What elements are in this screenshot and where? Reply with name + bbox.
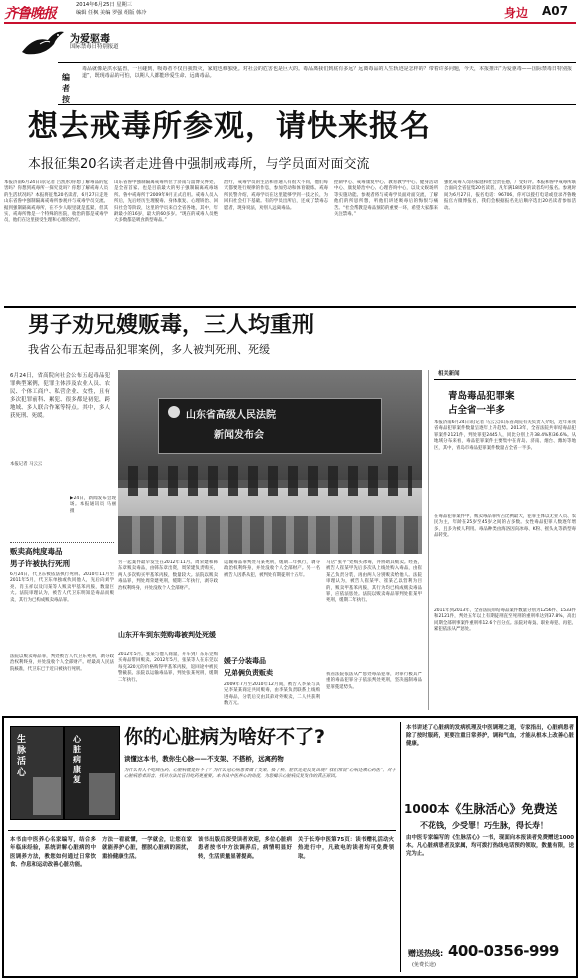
photo-sign-line2: 新闻发布会 [214,430,264,441]
photo-sign-line1: 山东省高级人民法院 [186,410,276,421]
sidebar-divider [428,370,429,710]
hotline-label: 赠送热线: [408,949,444,958]
header-rule [4,22,576,24]
banner-subtitle: 国际禁毒日特别报道 [70,44,119,50]
case1-text: 6月24日，代卫东被依法执行死刑。2010年11月至2011年5月，代卫东单独或伙同他人，先后向刘学亮、肖玉祥以及闫某等人贩卖甲基苯丙胺，数量巨大。法院审理认为，被告人代卫东明知是毒品而贩卖，其行为已构成贩卖毒品罪。 [10,572,114,603]
note-bottom-rule [58,104,576,105]
case2-title: 山东开车到东莞购毒被判处死缓 [118,631,216,639]
main-col-4: 控制中心、戒毒康复中心、教育教学中心、健身活动中心、康复矫治中心、心理咨询中心，以及文娱场所等实施功能。参观者将与戒毒学员面对面交流，了解他们的所思所想，听他们讲述吸毒后的悔恨与痛苦。“社会帮教是毒品预防的重要一环，希望大家都来关注禁毒。” [334,180,438,218]
case1-rule [10,542,114,543]
ad-slogan: 不花钱，少受罪！巧生脉，得长寿！ [420,821,548,830]
ad-headline: 你的心脏病为啥好不了? [124,726,326,748]
book-cover-1-title: 生脉活心 [17,735,27,778]
main-col-1: 本报济南6月24日讯(记者 吕凯彤)你想了解毒品的危害吗？你想到戒毒所一探究竟吗？你想了解戒毒人员的生活状况吗？本报将征集20名读者，6月27日走进山东省鲁中强制隔离戒毒所参观并与戒毒学员交流。据到强制隔离戒毒所，在不少人眼里就是监狱，但其实，戒毒所像是一个特殊的医院，收治的都是戒毒学员，他们在这里接受生理和心理的治疗。 [4,180,108,224]
story2-subhead: 我省公布五起毒品犯罪案例，多人被判死刑、死缓 [28,343,270,356]
ad-divider [400,722,401,972]
story2-byline: 本报记者 马云云 [10,462,43,467]
sidebar-label-box [434,370,576,380]
free-gift-text: 由中医专家编写的《生脉活心》一书，现面向本报读者免费赠送1000本。凡心脏病患者及家属，均可拨打热线电话预约领取，数量有限，送完为止。 [406,835,574,858]
story2-col3-text: 运输毒品罪判处马某死刑，缓期二年执行，剥夺政治权利终身，并处没收个人全部财产。另一名被告人因系从犯，被判处有期徒刑十五年。 [224,560,320,578]
case3-subtitle: 兄弟俩负责贩卖 [224,669,273,677]
book-cover-1-art [33,777,61,815]
book-cover-2-art [89,773,115,815]
main-headline: 想去戒毒所参观，请快来报名 [28,109,431,144]
ad-inner-rule [8,830,396,831]
editor-credits: 编辑 任枫 美编 罗强 组版 韩冷 [76,10,147,16]
main-col-5: 强化戒毒人员的家庭和社会责任感，广受好评。本报和鲁中戒毒所联合面向全省征集20名读者，凡年满18周岁的读者均可报名。参观时间为6月27日，报名电话：96706，你可以拨打电话或登录齐鲁晚报官方微博报名，我们会根据报名先后顺序选出20名读者参加活动。 [444,180,576,211]
banner-title: 为爱驱毒 [70,34,110,45]
case1-title: 贩卖高纯度毒品 [10,547,63,556]
sidebar-text: 本报济南6月24日讯(记者 马云云)山东省高院有关负责人介绍，近年来我省毒品犯罪案件数量呈逐年上升趋势。2013年，全省法院共审结毒品犯罪案件2121件，判处罪犯2445人，同比分别上升38.4%和36.6%。从地域分布来看，毒品犯罪案件主要集中在青岛、济南、烟台、潍坊等地区，其中，青岛市毒品犯罪案件数量占全省一半多。 [434,420,576,451]
main-subhead: 本报征集20名读者走进鲁中强制戒毒所，与学员面对面交流 [28,157,370,172]
story2-col4-text: 马店“张平”处购买冰毒，并协助其贩卖。经查，被告人崔某甲先后多次从上线处购入毒品，由崔某乙负责分装，再由两人分别贩卖给他人。法院审理认为，被告人崔某甲、崔某乙以营利为目的，贩卖甲基苯丙胺，其行为均已构成贩卖毒品罪，应依法惩处。法院以贩卖毒品罪判处崔某甲死刑，缓期二年执行。 [326,560,422,604]
section-divider [4,306,576,308]
photo-caption: ▶24日，新闻发布会现场。本报通讯员 马丽 摄 [70,496,116,514]
page-number: A07 [542,4,568,18]
photo-people [128,466,412,496]
book-cover-2-title: 心脏病康复 [73,735,81,784]
hotline-number: 400-0356-999 [448,942,559,960]
main-col-2: 山东省鲁中强制隔离戒毒所位于济南与淄博交界处，是全省首家、也是目前最大的男子强制隔离戒毒场所。鲁中戒毒所于2009年9月正式启用。戒毒人员入所后，先后经历生理脱毒、身体康复、心理矫治、回归社会等阶段，这里的学员来自全省各地，其中，年龄最小的16岁，最大的60多岁。“现在的戒毒人员绝大多数都是吸食新型毒品。” [114,180,218,224]
note-top-rule [58,62,576,63]
photo-emblem-icon [168,406,180,418]
story2-mid-text: 另一起案件最早发生在2012年11月。周荣建和韩东章贩卖毒品，由韩东章出资，周荣建负责购买，两人多次购买甲基苯丙胺，数量较大。法院以贩卖毒品罪，判处周荣建死刑，缓期二年执行，剥夺政治权利终身，并处没收个人全部财产。 [118,560,218,591]
section-name: 身边 [504,6,529,20]
book-cover-1 [10,726,64,820]
main-col-3: 治疗，戒毒学员的生活和普通人有很大不同，他们每天都要进行规律的作息，参加劳动和体育锻炼。戒毒所民警介绍，戒毒学员在这里能够学到一技之长，为回归社会打下基础。有的学员出所后，还成了禁毒志愿者，现身说法，劝别人远离毒品。 [224,180,328,211]
ad-intro-text: 为什么有人不吃降压药，心脏病就是好不了？为什么冠心病患者做了支架，搭了桥，症状还是反复出现？我们常说“心病还须心药医”，对于心脏病患者而言，找对方法比盲目吃药更重要。本书从中医养心的角度，为您揭示心脏病反复发作的真正原因。 [124,768,396,780]
photo-audience [118,516,422,554]
editor-note-label: 编者按 [62,73,70,104]
story2-intro: 6月24日，省高院向社会公布五起毒品犯罪典型案例，犯罪主体涉及农业人员、农民、个体工商户、私营企业、女性，且有多次犯罪前科、累犯、很多都是初犯，跨地域、多人联合作案等特点。其中，多人获死刑、死缓。 [10,373,110,419]
ad-col-2: 方法一看就懂，一学就会，让您在家就能养护心脏，摆脱心脏病的困扰，重拾健康生活。 [102,837,192,860]
sidebar-label: 相关新闻 [438,371,460,377]
ad-right-blurb: 本书讲述了心脏病的发病机理及中医调理之道，专家指出，心脏病患者除了按时服药，更要注重日常养护，调和气血，才能从根本上改善心脏健康。 [406,725,574,748]
sidebar-headline-1: 青岛毒品犯罪案 [448,391,515,402]
press-conference-photo [118,370,422,554]
date-line: 2014年6月25日 星期三 [76,2,132,8]
editor-note-text: 毒品就像是洪水猛兽，一旦碰到，吸毒者不仅自我毁灭，家庭也难独免。对社会的危害也是巨大的。毒品离我们到底有多远？远离毒品的人生轨迹是怎样的？带着许多问题，今天，本报推出“为爱驱毒——国际禁毒日特别报道”，既现毒品的可怕，以期人人都能珍爱生命、远离毒品。 [82,66,572,80]
sidebar-text-2: 在毒品犯罪案件中，贩卖毒品罪所占比例最大，犯罪主体以无业人员、农民为主，年龄在25岁至45岁之间的占多数。女性毒品犯罪人数逐年增多，且多为被人利用。毒品种类由海洛因向冰毒、K粉、摇头丸等新型毒品转变。 [434,514,576,539]
dove-logo-icon [20,28,66,58]
ad-col-3: 该书出版后深受读者欢迎，多位心脏病患者按书中方法调养后，病情明显好转，生活质量显著提高。 [198,837,292,860]
ad-col-1: 本书由中医养心名家编写，结合多年临床经验，系统讲解心脏病的中医调养方法，教您如何通过日常饮食、作息和运动改善心脏功能。 [10,837,96,869]
masthead [0,0,580,24]
sidebar-headline-2: 占全省一半多 [448,405,506,416]
story2-col4-text-2: 我省法院依法从严惩处毒品犯罪，对罪行极其严重的毒品犯罪分子依法判处死刑，坚决遏制毒品犯罪蔓延势头。 [326,672,422,690]
ad-subheadline: 读懂这本书，教你生心脉——不支架、不搭桥，远离药物 [124,755,284,763]
newspaper-logo: 齐鲁晚报 [4,6,56,22]
ad-col-4: 关于长寿中医第75页：读书赠礼活动火热进行中，凡致电的读者均可免费领取。 [298,837,394,860]
story2-headline: 男子劝兄嫂贩毒，三人均重刑 [28,313,315,338]
sidebar-text-3: 2011年到2013年，全省法院审结毒品案件数量分别为1256件、1533件和2121件，判处五年以上有期徒刑直至死刑的重刑率达到37.8%，高出同期全部刑事案件重刑率12.6个百分点。法院对毒枭、职业毒犯、再犯、累犯依法从严惩处。 [434,608,576,633]
hotline-note: (免费长途) [412,962,436,968]
book-cover-2 [64,726,120,820]
case2-text: 2012年5月，张某与他人商量，开车到广东东莞购买毒品带回贩卖。2012年5月，张某等人在东莞以每克320元的价格购得甲基苯丙胺，返回途中被民警截获。法院以运输毒品罪，判处张某死刑，缓期二年执行。 [118,652,218,683]
case1-subtitle: 男子许被执行死刑 [10,559,70,568]
case1-text-2: 法院以贩卖毒品罪，判处被告人代卫东死刑，剥夺政治权利终身，并处没收个人全部财产。经最高人民法院核准，代卫东已于近日被执行死刑。 [10,654,114,672]
case3-title: 媛子分装毒品 [224,657,266,665]
free-gift-headline: 1000本《生脉活心》免费送 [404,802,558,816]
case3-text: 2009年7月至2010年12月间，被告人李某与其兄李某某商定共同贩毒，由李某负责联系上线购进毒品，分装后交由其弟对外贩卖，二人共获利数万元。 [224,682,320,707]
